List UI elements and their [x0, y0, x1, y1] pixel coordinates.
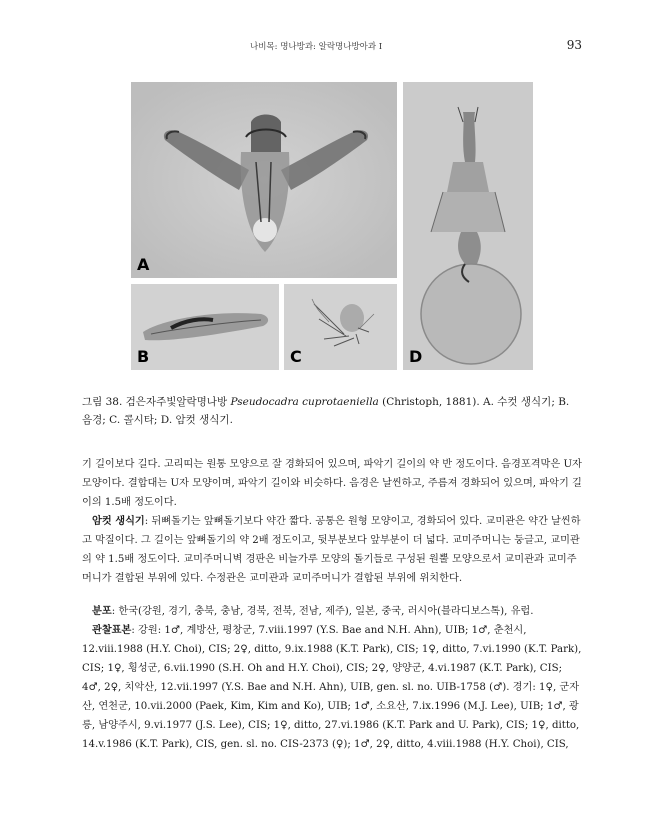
paragraph-male-genitalia: 기 길이보다 길다. 고리띠는 원통 모양으로 잘 경화되어 있으며, 파악기 길이의 약 반 정도이다. 음경포격막은 U자 모양이다. 결합대는 U자 모양이며, 파악기 길이와 비슷하다. 음경은 날씬하고, 주름져 경화되어 있으며, 파악기 길이의 1.5배 정도이다.: [82, 459, 582, 508]
paragraph-specimens: [82, 621, 582, 754]
figure-a-drawing: [131, 82, 397, 278]
running-head: 나비목: 명나방과: 알락명나방아과 I: [250, 42, 383, 52]
figure-a-label: A: [137, 255, 150, 274]
distribution-text: : 한국(강원, 경기, 충북, 충남, 경북, 전북, 전남, 제주), 일본, 중국, 러시아(블라디보스톡), 유럽.: [111, 606, 534, 617]
figure-a-male-genitalia: [131, 82, 397, 278]
figure-b-drawing: [131, 284, 279, 370]
female-genitalia-label: 암컷 생식기: [92, 515, 145, 527]
caption-prefix: 그림 38. 검은자주빛알락명나방: [82, 396, 231, 408]
page-number: 93: [566, 38, 582, 52]
caption-suffix: (Christoph, 1881). A. 수컷 생식기; B. 음경; C. 콜시타; D. 암컷 생식기.: [82, 396, 570, 426]
paragraph-female-genitalia: [82, 512, 582, 588]
figure-b-label: B: [137, 347, 150, 366]
body-text: [82, 455, 582, 754]
specimens-label: 관찰표본: [92, 624, 132, 636]
figure-d-female-genitalia: [403, 82, 533, 370]
paragraph-distribution: [82, 602, 582, 621]
specimens-text: : 강원: 1♂, 계방산, 평창군, 7.viii.1997 (Y.S. Bae and N.H. Ahn), UIB; 1♂, 춘천시, 12.viii.1988 (H.Y. Choi), CIS; 2♀, ditto, 9.ix.1988 (K.T. Park), CIS; 1♀, ditto, 7.vi.1990 (K.T. Park), CIS; 1♀, 횡성군, 6.vii.1990 (S.H. Oh and H.Y. Choi), CIS; 2♀, 양양군, 4.vi.1987 (K.T. Park), CIS; 4♂, 2♀, 치악산, 12.vii.1997 (Y.S. Bae and N.H. Ahn), UIB, gen. sl. no. UIB-1758 (♂). 경기: 1♀, 군자산, 연천군, 10.vii.2000 (Paek, Kim, Kim and Ko), UIB; 1♂, 소요산, 7.ix.1996 (M.J. Lee), UIB; 1♂, 광릉, 남양주시, 9.vi.1977 (J.S. Lee), CIS; 1♀, ditto, 27.vi.1986 (K.T. Park and U. Park), CIS; 1♀, ditto, 14.v.1986 (K.T. Park), CIS, gen. sl. no. CIS-2373 (♀); 1♂, 2♀, ditto, 4.viii.1988 (H.Y. Choi), CIS,: [82, 625, 582, 750]
paragraph-gap: [82, 588, 582, 602]
figure-caption: [82, 393, 582, 429]
caption-species: Pseudocadra cuprotaeniella: [230, 396, 379, 408]
figure-d-label: D: [409, 347, 423, 366]
figure-c-coremata: [284, 284, 397, 370]
page-header: [0, 40, 652, 56]
figure-c-label: C: [290, 347, 302, 366]
distribution-label: 분포: [92, 605, 112, 617]
figure-b-aedeagus: [131, 284, 279, 370]
figure-d-drawing: [403, 82, 533, 370]
female-genitalia-text: : 뒤뼈돌기는 앞뼈돌기보다 약간 짧다. 공통은 원형 모양이고, 경화되어 있다. 교미관은 약간 날씬하고 막질이다. 그 길이는 앞뼈돌기의 약 2배 정도이고, 뒷부분보다 앞부분이 더 넓다. 교미주머니는 둥글고, 교미관의 약 1.5배 정도이다. 교미주머니벽 경판은 비늘가루 모양의 돌기들로 구성된 원뿔 모양으로서 교미관과 교미주머니가 결합된 부위에 있다. 수정관은 교미관과 교미주머니가 결합된 부위에 위치한다.: [82, 516, 581, 584]
